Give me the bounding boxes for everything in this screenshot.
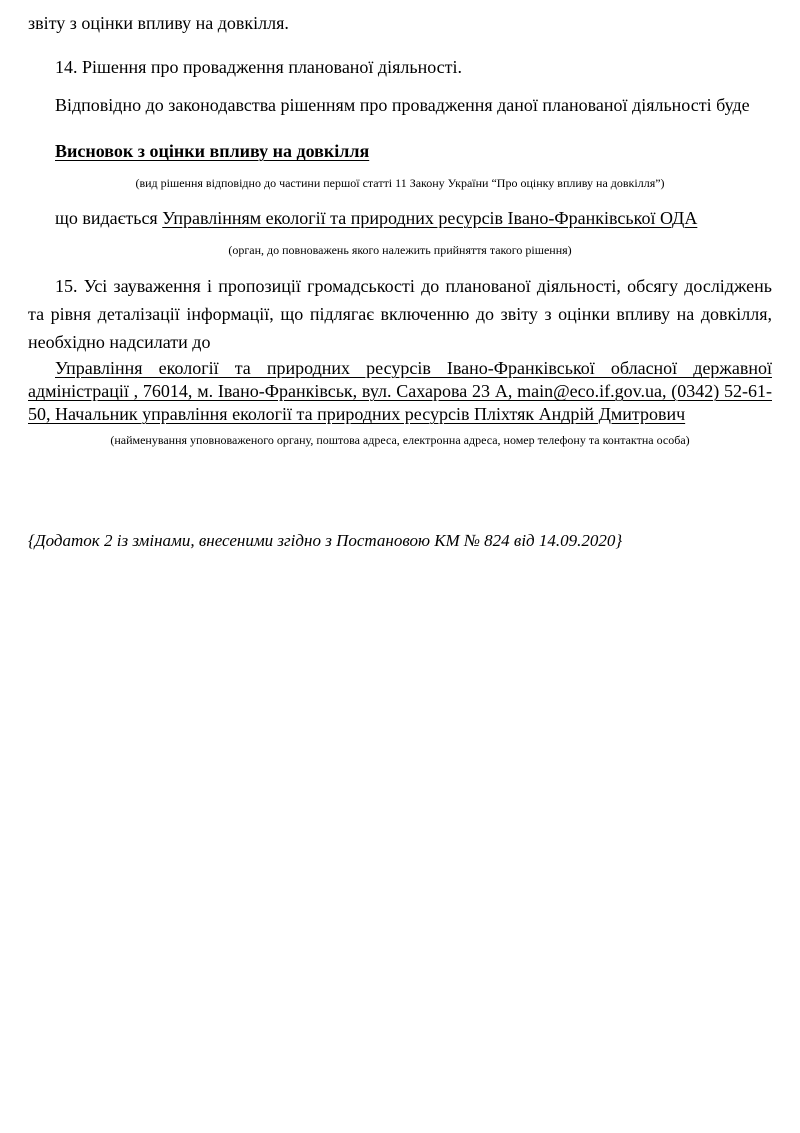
issued-by-line xyxy=(28,207,772,229)
decision-type-heading xyxy=(28,140,772,162)
issued-by-prefix: що видається xyxy=(55,208,163,228)
amendment-note: {Додаток 2 із змінами, внесеними згідно з Постановою КМ № 824 від 14.09.2020} xyxy=(28,531,623,550)
issuing-authority: Управлінням екології та природних ресурсів Івано-Франківської ОДА xyxy=(162,208,698,228)
continuation-line: звіту з оцінки впливу на довкілля. xyxy=(28,13,289,33)
authority-contact: Управління екології та природних ресурсів Івано-Франківської обласної державної адміністрації , 76014, м. Івано-Франківськ, вул. Сахарова 23 А, main@eco.if.gov.ua, (0342) 52-61-50, Начальник управління екології та природних ресурсів Пліхтяк Андрій Дмитрович xyxy=(28,358,772,424)
issued-by-note: (орган, до повноважень якого належить прийняття такого рішення) xyxy=(228,243,572,257)
item-14-heading: 14. Рішення про провадження планованої діяльності. xyxy=(55,57,463,77)
item-14-intro: Відповідно до законодавства рішенням про провадження даної планованої діяльності буде xyxy=(55,95,750,115)
item-15-paragraph: 15. Усі зауваження і пропозиції громадськості до планованої діяльності, обсягу досліджень та рівня деталізації інформації, що підлягає включенню до звіту з оцінки впливу на довкілля, необхідно надсилати до xyxy=(28,276,772,352)
decision-type-note: (вид рішення відповідно до частини першої статті 11 Закону України “Про оцінку впливу на довкілля”) xyxy=(135,176,665,190)
authority-note: (найменування уповноваженого органу, поштова адреса, електронна адреса, номер телефону та контактна особа) xyxy=(110,433,690,447)
decision-type-text: Висновок з оцінки впливу на довкілля xyxy=(55,141,370,161)
